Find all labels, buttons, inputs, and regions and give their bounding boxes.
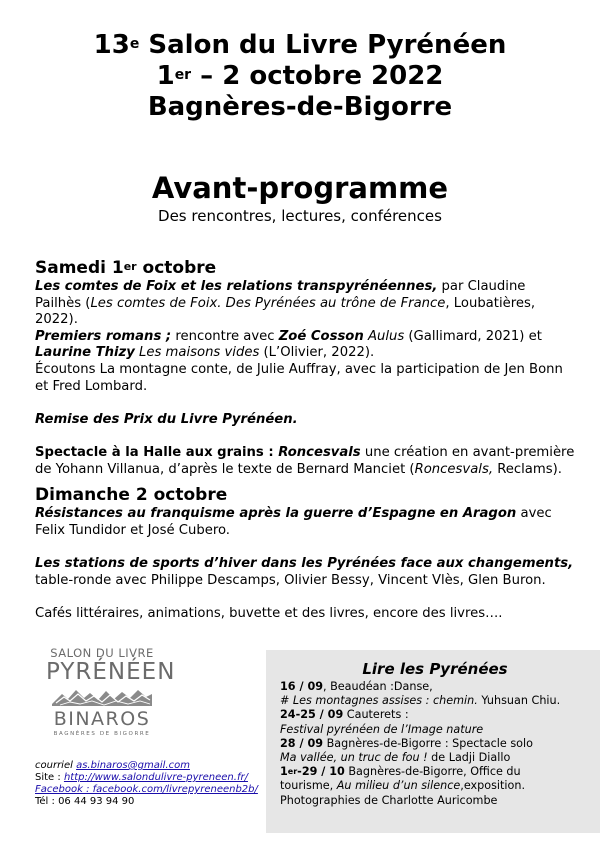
logo-binaros-text: BINAROS [53, 708, 151, 730]
avant-programme-section [0, 170, 600, 226]
logo-main-text: PYRÉNÉEN [46, 659, 176, 685]
salon-logo [46, 646, 176, 738]
saturday-item-comtes: Les comtes de Foix et les relations transpyrénéennes, par Claudine Pailhès (Les comtes de Foix. Des Pyrénées au trône de France, Loubatières, 2022). [35, 279, 536, 328]
box-event-1-29-10-detail: tourisme, Au milieu d’un silence,exposition. [280, 779, 525, 793]
lire-les-pyrenees-box [266, 650, 600, 833]
sunday-item-stations: Les stations de sports d’hiver dans les Pyrénées face aux changements, table-ronde avec Philippe Descamps, Olivier Bessy, Vincent Vlès, Glen Buron. [35, 555, 574, 588]
box-event-28-09: 28 / 09 Bagnères-de-Bigorre : Spectacle solo [280, 736, 533, 750]
site-link[interactable]: http://www.salondulivre-pyreneen.fr/ [63, 772, 248, 783]
box-event-24-25-09: 24-25 / 09 Cauterets : [280, 708, 409, 722]
programme-body [35, 258, 575, 622]
event-location: Bagnères-de-Bigorre [147, 92, 453, 122]
mountain-icon [50, 686, 154, 708]
contact-block [35, 760, 258, 808]
box-event-16-09: 16 / 09, Beaudéan :Danse, [280, 680, 433, 693]
contact-facebook-line [35, 784, 258, 796]
contact-site-line: Site : http://www.salondulivre-pyreneen.fr/ [35, 772, 248, 783]
logo-top-text: SALON DU LIVRE [50, 646, 154, 660]
sunday-item-resistances: Résistances au franquisme après la guerre d’Espagne en Aragon avec Felix Tundidor et José Cubero. [35, 506, 552, 538]
event-dates: 1er – 2 octobre 2022 [156, 61, 444, 91]
saturday-item-spectacle: Spectacle à la Halle aux grains : Roncesvals une création en avant-première de Yohann Villanua, d’après le texte de Bernard Manciet (Roncesvals, Reclams). [35, 444, 575, 477]
saturday-item-premiers-romans: Premiers romans ; rencontre avec Zoé Cosson Aulus (Gallimard, 2021) et Laurine Thizy Les maisons vides (L’Olivier, 2022). [35, 328, 542, 361]
event-title: 13e Salon du Livre Pyrénéen [93, 30, 507, 60]
box-event-28-09-detail: Ma vallée, un truc de fou ! de Ladji Diallo [280, 751, 511, 765]
saturday-item-remise-prix: Remise des Prix du Livre Pyrénéen. [35, 411, 298, 427]
email-link[interactable]: as.binaros@gmail.com [76, 760, 190, 771]
saturday-heading: Samedi 1er octobre [35, 258, 217, 278]
event-header [0, 30, 600, 123]
sunday-heading: Dimanche 2 octobre [35, 485, 228, 506]
contact-email-line: courriel as.binaros@gmail.com [35, 760, 190, 771]
facebook-link[interactable]: Facebook : facebook.com/livrepyreneenb2b/ [35, 784, 258, 795]
sunday-item-cafes: Cafés littéraires, animations, buvette et des livres, encore des livres…. [35, 605, 503, 621]
saturday-item-ecoutons: Écoutons La montagne conte, de Julie Auffray, avec la participation de Jen Bonn et Fred Lombard. [35, 361, 563, 394]
box-event-24-25-09-detail: Festival pyrénéen de l’Image nature [280, 722, 484, 736]
box-event-16-09-detail: # Les montagnes assises : chemin. Yuhsuan Chiu. [280, 694, 561, 708]
avant-programme-subtitle: Des rencontres, lectures, conférences [158, 207, 442, 225]
box-event-1-29-10-photos: Photographies de Charlotte Auricombe [280, 793, 498, 807]
logo-sub-text: BAGNÈRES DE BIGORRE [53, 731, 151, 737]
avant-programme-title: Avant-programme [151, 171, 449, 205]
box-event-1-29-10: 1er-29 / 10 Bagnères-de-Bigorre, Office du [280, 765, 521, 779]
box-title: Lire les Pyrénées [362, 660, 508, 678]
contact-phone: Tél : 06 44 93 94 90 [35, 796, 135, 807]
